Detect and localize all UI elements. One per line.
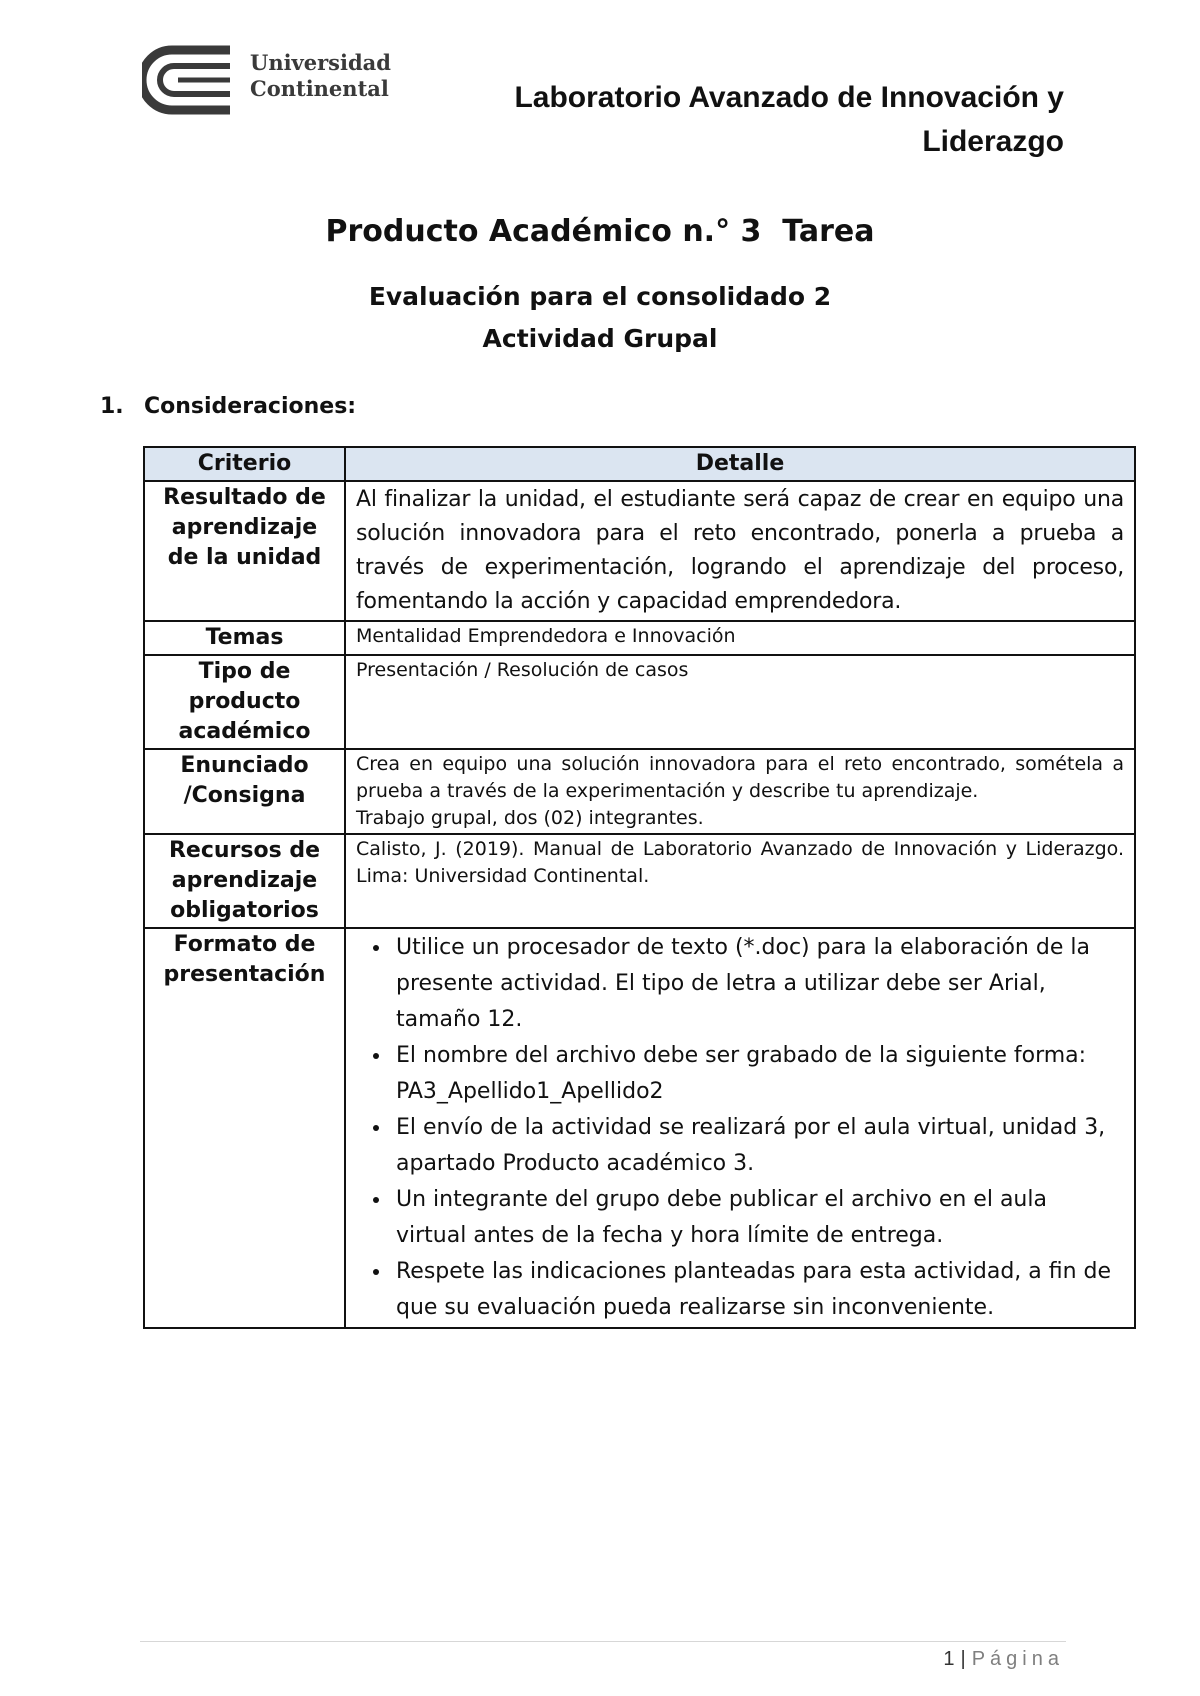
detalle-text: Crea en equipo una solución innovadora para el reto encontrado, sométela a prueba a través de la experimentación y describe tu aprendizaje.	[356, 753, 1124, 802]
criterio-cell: Resultado de aprendizaje de la unidad	[144, 481, 345, 621]
page-label: Página	[971, 1648, 1064, 1670]
footer-divider	[140, 1641, 1066, 1642]
section-number: 1.	[100, 394, 124, 419]
detalle-cell: Al finalizar la unidad, el estudiante será capaz de crear en equipo una solución innovadora para el reto encontrado, ponerla a prueba a través de experimentación, logrando el aprendizaje del proceso, fomentando la acción y capacidad emprendedora.	[345, 481, 1135, 621]
detalle-note: Trabajo grupal, dos (02) integrantes.	[356, 807, 704, 829]
table-row	[144, 655, 1135, 749]
table-row	[144, 749, 1135, 834]
subtitle-evaluation: Evaluación para el consolidado 2	[368, 282, 832, 311]
section-heading	[100, 394, 356, 419]
university-logo	[142, 44, 402, 116]
footer-separator: |	[960, 1648, 966, 1670]
section-label: Consideraciones:	[144, 394, 357, 419]
detalle-cell	[345, 928, 1135, 1328]
table-row	[144, 481, 1135, 621]
table-row	[144, 928, 1135, 1328]
format-item: • Un integrante del grupo debe publicar el archivo en el aula virtual antes de la fecha y hora límite de entrega.	[392, 1182, 1124, 1254]
header-detalle: Detalle	[345, 447, 1135, 481]
logo-text	[250, 50, 391, 102]
page-title: Producto Académico n.° 3 Tarea	[325, 214, 875, 249]
detalle-cell: Presentación / Resolución de casos	[345, 655, 1135, 749]
format-item: • El envío de la actividad se realizará por el aula virtual, unidad 3, apartado Producto académico 3.	[392, 1110, 1124, 1182]
page-footer	[943, 1648, 1064, 1671]
detalle-cell	[345, 749, 1135, 834]
format-item: • El nombre del archivo debe ser grabado de la siguiente forma: PA3_Apellido1_Apellido2	[392, 1038, 1124, 1110]
logo-line-1: Universidad	[250, 50, 391, 75]
table-row	[144, 834, 1135, 928]
header-criterio: Criterio	[144, 447, 345, 481]
criterio-cell: Tipo de producto académico	[144, 655, 345, 749]
subtitle-activity: Actividad Grupal	[482, 324, 718, 353]
page-number: 1	[943, 1648, 955, 1670]
course-title: Laboratorio Avanzado de Innovación y Liderazgo	[514, 81, 1064, 158]
criterio-cell: Enunciado /Consigna	[144, 749, 345, 834]
continental-c-icon	[142, 44, 242, 116]
logo-line-2: Continental	[250, 76, 389, 101]
detalle-cell: Mentalidad Emprendedora e Innovación	[345, 621, 1135, 655]
format-item: • Respete las indicaciones planteadas para esta actividad, a fin de que su evaluación pueda realizarse sin inconveniente.	[392, 1254, 1124, 1326]
criteria-table	[143, 446, 1136, 1329]
table-row	[144, 621, 1135, 655]
criterio-cell: Temas	[144, 621, 345, 655]
table-header-row	[144, 447, 1135, 481]
format-list	[356, 930, 1124, 1326]
criterio-cell: Formato de presentación	[144, 928, 345, 1328]
criterio-cell: Recursos de aprendizaje obligatorios	[144, 834, 345, 928]
format-item: • Utilice un procesador de texto (*.doc) para la elaboración de la presente actividad. El tipo de letra a utilizar debe ser Arial, tamaño 12.	[392, 930, 1124, 1038]
detalle-cell: Calisto, J. (2019). Manual de Laboratorio Avanzado de Innovación y Liderazgo. Lima: Universidad Continental.	[345, 834, 1135, 928]
